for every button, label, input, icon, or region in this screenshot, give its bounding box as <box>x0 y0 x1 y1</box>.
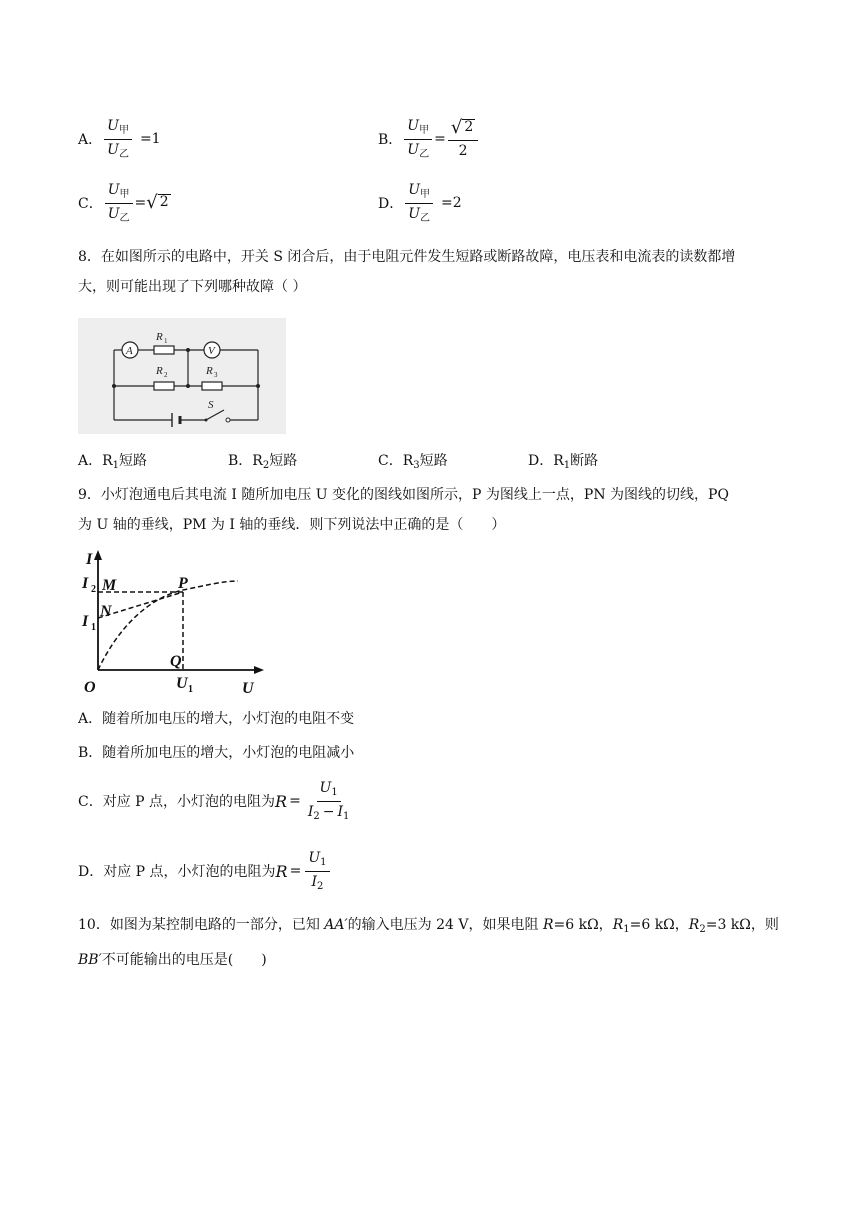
fraction: $\frac{U_甲}{U_乙}$ <box>105 182 133 224</box>
svg-text:O: O <box>84 679 96 696</box>
q8-option-c: C．$R_3$短路 <box>378 453 448 471</box>
fraction: $\frac{U_甲}{U_乙}$ <box>404 118 432 160</box>
q9-option-b: B．随着所加电压的增大，小灯泡的电阻减小 <box>78 745 355 761</box>
svg-text:1: 1 <box>164 337 168 345</box>
fraction: $\frac{U_1}{I_2 - I_1}$ <box>307 780 350 822</box>
q9-option-c: C．对应 P 点，小灯泡的电阻为 R = $\frac{U_1}{I_2 - I_1}$ <box>78 780 354 822</box>
q7-option-c: C． $\frac{U_甲}{U_乙}$ = √ 2 <box>78 182 169 224</box>
q8-options <box>78 450 798 470</box>
fraction: $\frac{U_甲}{U_乙}$ <box>104 118 132 160</box>
q7-option-b: B． $\frac{U_甲}{U_乙}$ = √ 2 2 <box>378 118 480 160</box>
q8-option-d: D．$R_1$断路 <box>528 453 599 471</box>
u-axis-arrow-icon <box>254 666 264 674</box>
resistor-r3 <box>202 382 222 390</box>
q8-option-b: B．$R_2$短路 <box>228 453 298 471</box>
svg-text:2: 2 <box>164 371 168 379</box>
i-axis-arrow-icon <box>94 550 102 560</box>
q8-option-a: A．$R_1$短路 <box>78 453 148 471</box>
svg-text:1: 1 <box>91 622 96 633</box>
svg-text:P: P <box>178 575 188 592</box>
q8-circuit-diagram <box>78 318 286 434</box>
svg-text:M: M <box>102 577 117 594</box>
q9-option-a: A．随着所加电压的增大，小灯泡的电阻不变 <box>78 711 355 727</box>
svg-text:N: N <box>100 603 112 620</box>
svg-text:Q: Q <box>170 653 182 670</box>
fraction-sqrt2-over-2: √ 2 2 <box>448 119 478 158</box>
switch-icon <box>226 418 230 422</box>
q9-option-d: D．对应 P 点，小灯泡的电阻为 R = $\frac{U_1}{I_2}$ <box>78 850 332 892</box>
fraction: $\frac{U_甲}{U_乙}$ <box>405 182 433 224</box>
svg-text:1: 1 <box>188 684 193 695</box>
q10-stem: 10．如图为某控制电路的一部分，已知 AA′的输入电压为 24 V，如果电阻 R=6 kΩ，$R_1=6$ kΩ，$R_2=3$ kΩ，则 BB′不可能输出的电压是( ) <box>78 917 779 968</box>
q9-iu-graph <box>78 548 268 698</box>
q9-stem: 9．小灯泡通电后其电流 I 随所加电压 U 变化的图线如图所示，P 为图线上一点，PN 为图线的切线，PQ 为 U 轴的垂线，PM 为 I 轴的垂线．则下列说法中正确的是（ ） <box>78 487 729 533</box>
sqrt-2: √ 2 <box>146 192 169 213</box>
voltmeter-label: V <box>208 345 215 357</box>
resistor-r1 <box>154 346 174 354</box>
switch-label: S <box>208 399 214 411</box>
r3-label: R <box>206 365 213 377</box>
r1-label: R <box>156 331 163 343</box>
resistor-r2 <box>154 382 174 390</box>
svg-text:I: I <box>86 551 93 568</box>
svg-text:I: I <box>82 613 89 630</box>
q7-option-d: D． $\frac{U_甲}{U_乙}$ =2 <box>378 182 462 224</box>
ammeter-label: A <box>126 345 133 357</box>
q8-stem: 8．在如图所示的电路中，开关 S 闭合后，由于电阻元件发生短路或断路故障，电压表和电流表的读数都增 大，则可能出现了下列哪种故障（ ） <box>78 249 736 295</box>
svg-text:3: 3 <box>214 371 218 379</box>
fraction: $\frac{U_1}{I_2}$ <box>305 850 329 892</box>
svg-text:I: I <box>82 575 89 592</box>
r2-label: R <box>156 365 163 377</box>
svg-text:U: U <box>176 675 188 692</box>
iu-graph-svg <box>78 548 268 698</box>
svg-text:2: 2 <box>91 584 96 595</box>
circuit-svg <box>78 318 286 434</box>
iu-curve <box>98 581 238 670</box>
svg-text:U: U <box>242 680 254 697</box>
q7-option-a: A． $\frac{U_甲}{U_乙}$ =1 <box>78 118 161 160</box>
